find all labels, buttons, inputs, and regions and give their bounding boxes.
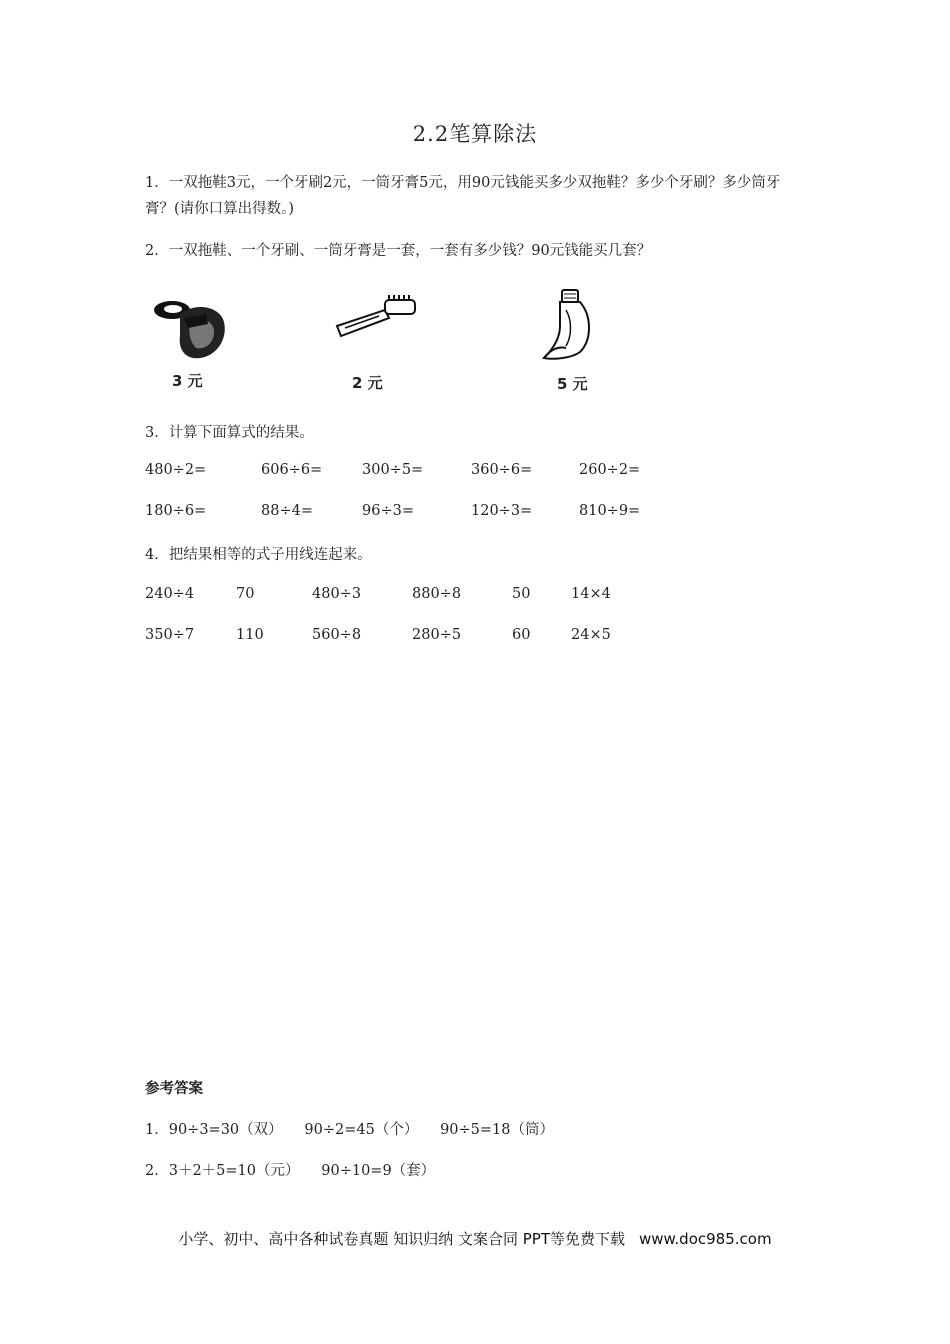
match-item: 50 [512, 586, 531, 602]
match-item: 880÷8 [412, 586, 462, 602]
calc-item: 300÷5= [362, 462, 424, 478]
calc-row-1 [0, 462, 950, 484]
calc-item: 120÷3= [471, 503, 533, 519]
answers-title: 参考答案 [145, 1081, 203, 1097]
calc-item: 180÷6= [145, 503, 207, 519]
toothpaste-icon [540, 288, 596, 364]
match-row-2 [0, 627, 950, 649]
match-row-1 [0, 586, 950, 608]
toothbrush-icon [333, 294, 419, 340]
question-1: 1．一双拖鞋3元，一个牙刷2元，一筒牙膏5元，用90元钱能买多少双拖鞋？多少个牙刷？多少筒牙膏？(请你口算出得数。) [145, 175, 781, 217]
calc-item: 810÷9= [579, 503, 641, 519]
page-title: 2.2笔算除法 [412, 122, 538, 146]
calc-item: 360÷6= [471, 462, 533, 478]
match-item: 560÷8 [312, 627, 362, 643]
slipper-icon [150, 292, 232, 362]
match-item: 240÷4 [145, 586, 195, 602]
match-item: 480÷3 [312, 586, 362, 602]
match-item: 110 [236, 627, 264, 643]
calc-item: 260÷2= [579, 462, 641, 478]
question-3: 3．计算下面算式的结果。 [145, 425, 314, 441]
calc-item: 480÷2= [145, 462, 207, 478]
footer [0, 1228, 950, 1249]
calc-item: 88÷4= [261, 503, 313, 519]
calc-item: 96÷3= [362, 503, 414, 519]
match-item: 70 [236, 586, 255, 602]
calc-item: 606÷6= [261, 462, 323, 478]
answer-2: 2．3＋2＋5=10（元） 90÷10=9（套） [145, 1163, 436, 1179]
match-item: 60 [512, 627, 531, 643]
match-item: 280÷5 [412, 627, 462, 643]
match-item: 14×4 [571, 586, 611, 602]
answer-1: 1．90÷3=30（双） 90÷2=45（个） 90÷5=18（筒） [145, 1122, 555, 1138]
slipper-price: 3 元 [172, 372, 203, 390]
question-4: 4．把结果相等的式子用线连起来。 [145, 547, 372, 563]
match-item: 350÷7 [145, 627, 195, 643]
footer-link[interactable]: www.doc985.com [638, 1230, 772, 1248]
toothbrush-price: 2 元 [352, 374, 383, 392]
footer-text: 小学、初中、高中各种试卷真题 知识归纳 文案合同 PPT等免费下载 [178, 1230, 625, 1248]
toothpaste-price: 5 元 [557, 375, 588, 393]
match-item: 24×5 [571, 627, 611, 643]
question-2: 2．一双拖鞋、一个牙刷、一筒牙膏是一套，一套有多少钱？90元钱能买几套？ [145, 243, 652, 259]
calc-row-2 [0, 503, 950, 525]
